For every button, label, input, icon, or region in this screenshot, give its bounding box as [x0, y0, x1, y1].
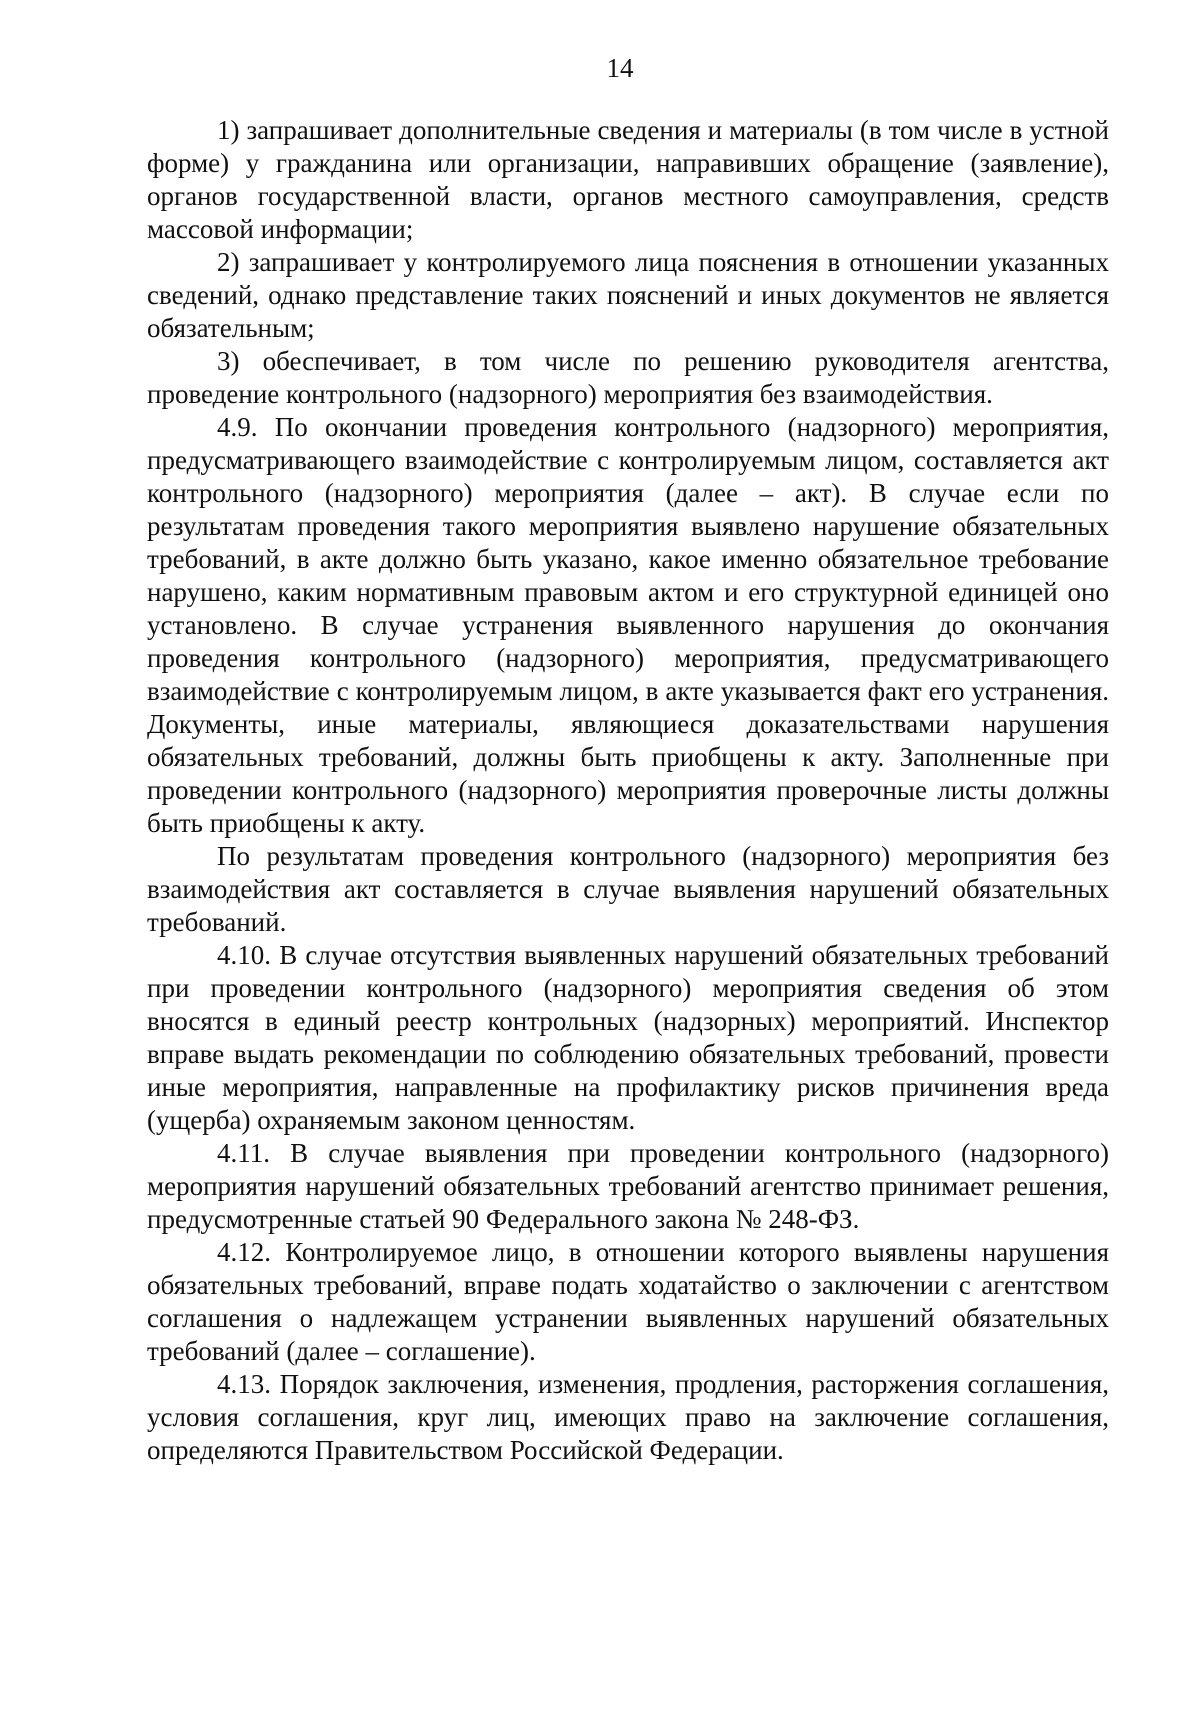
paragraph-item-3: 3) обеспечивает, в том числе по решению руководителя агентства, проведение контрольного (надзорного) мероприятия без взаимодействия.: [147, 346, 1109, 409]
paragraph-no-interaction-act: По результатам проведения контрольного (надзорного) мероприятия без взаимодействия акт составляется в случае выявления нарушений обязательных требований.: [147, 841, 1109, 937]
paragraph-4-12: 4.12. Контролируемое лицо, в отношении которого выявлены нарушения обязательных требований, вправе подать ходатайство о заключении с агентством соглашения о надлежащем устранении выявленных нарушений обязательных требований (далее – соглашение).: [147, 1237, 1109, 1366]
page-number: 14: [606, 53, 634, 83]
paragraph-item-1: 1) запрашивает дополнительные сведения и материалы (в том числе в устной форме) у гражданина или организации, направивших обращение (заявление), органов государственной власти, органов местного самоуправления, средств массовой информации;: [147, 115, 1109, 244]
paragraph-item-2: 2) запрашивает у контролируемого лица пояснения в отношении указанных сведений, однако представление таких пояснений и иных документов не является обязательным;: [147, 247, 1109, 343]
paragraph-4-13: 4.13. Порядок заключения, изменения, продления, расторжения соглашения, условия соглашения, круг лиц, имеющих право на заключение соглашения, определяются Правительством Российской Федерации.: [147, 1369, 1109, 1465]
paragraph-4-10: 4.10. В случае отсутствия выявленных нарушений обязательных требований при проведении контрольного (надзорного) мероприятия сведения об этом вносятся в единый реестр контрольных (надзорных) мероприятий. Инспектор вправе выдать рекомендации по соблюдению обязательных требований, провести иные мероприятия, направленные на профилактику рисков причинения вреда (ущерба) охраняемым законом ценностям.: [147, 940, 1109, 1135]
document-body: [147, 114, 1109, 1467]
paragraph-4-11: 4.11. В случае выявления при проведении контрольного (надзорного) мероприятия нарушений обязательных требований агентство принимает решения, предусмотренные статьей 90 Федерального закона № 248-ФЗ.: [147, 1138, 1109, 1234]
paragraph-4-9: 4.9. По окончании проведения контрольного (надзорного) мероприятия, предусматривающего взаимодействие с контролируемым лицом, составляется акт контрольного (надзорного) мероприятия (далее – акт). В случае если по результатам проведения такого мероприятия выявлено нарушение обязательных требований, в акте должно быть указано, какое именно обязательное требование нарушено, каким нормативным правовым актом и его структурной единицей оно установлено. В случае устранения выявленного нарушения до окончания проведения контрольного (надзорного) мероприятия, предусматривающего взаимодействие с контролируемым лицом, в акте указывается факт его устранения. Документы, иные материалы, являющиеся доказательствами нарушения обязательных требований, должны быть приобщены к акту. Заполненные при проведении контрольного (надзорного) мероприятия проверочные листы должны быть приобщены к акту.: [147, 412, 1109, 838]
